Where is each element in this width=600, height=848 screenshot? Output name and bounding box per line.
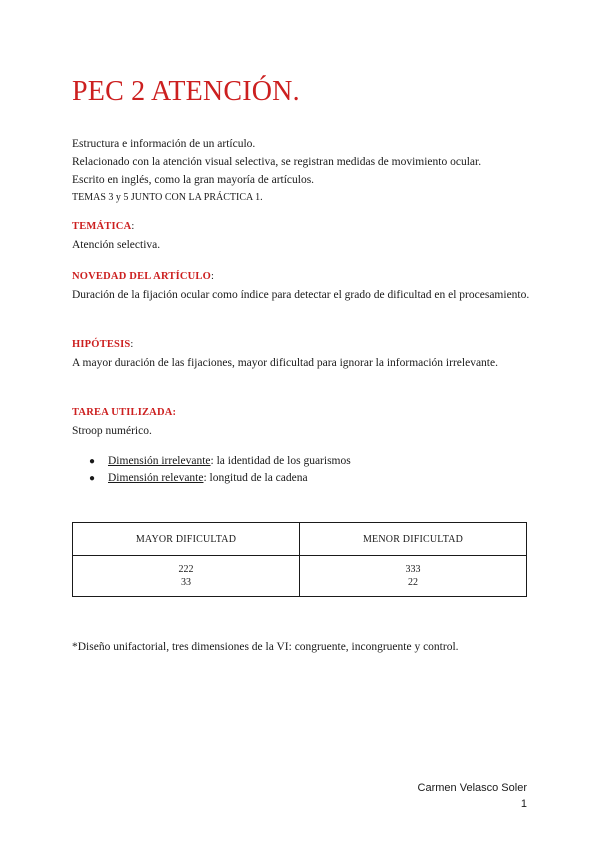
section-text: Atención selectiva. <box>72 239 161 251</box>
table-row <box>73 556 527 597</box>
section-text: Duración de la fijación ocular como índice para detectar el grado de dificultad en el procesamiento. <box>72 289 530 301</box>
heading-colon: : <box>131 221 135 232</box>
page-title: PEC 2 ATENCIÓN. <box>72 76 300 107</box>
table-header: MAYOR DIFICULTAD <box>73 523 300 556</box>
list-item <box>72 453 351 470</box>
cell-value: 33 <box>181 577 191 588</box>
intro-line: Estructura e información de un artículo. <box>72 138 256 150</box>
bullet-icon: ● <box>89 473 96 484</box>
table-header: MENOR DIFICULTAD <box>300 523 527 556</box>
intro-block <box>72 135 481 207</box>
section-heading: NOVEDAD DEL ARTÍCULO <box>72 271 211 282</box>
list-item <box>72 470 351 487</box>
section-tarea <box>72 403 532 440</box>
heading-colon: : <box>211 271 215 282</box>
dimension-text: : longitud de la cadena <box>203 472 308 484</box>
section-hipotesis <box>72 335 532 372</box>
cell-value: 333 <box>405 564 421 575</box>
dimension-text: : la identidad de los guarismos <box>210 455 351 467</box>
section-heading: TAREA UTILIZADA: <box>72 407 177 418</box>
dimension-label: Dimensión relevante <box>108 472 204 484</box>
section-heading: HIPÓTESIS <box>72 339 131 350</box>
dimension-list <box>72 453 351 487</box>
intro-line: TEMAS 3 y 5 JUNTO CON LA PRÁCTICA 1. <box>72 192 263 203</box>
design-note: *Diseño unifactorial, tres dimensiones de la VI: congruente, incongruente y control. <box>72 641 459 653</box>
author-name: Carmen Velasco Soler <box>417 782 527 794</box>
section-tematica <box>72 217 532 254</box>
bullet-icon: ● <box>89 456 96 467</box>
cell-value: 222 <box>178 564 194 575</box>
section-text: Stroop numérico. <box>72 425 152 437</box>
section-novedad <box>72 267 532 304</box>
cell-value: 22 <box>408 577 418 588</box>
table-cell <box>73 556 300 597</box>
dimension-label: Dimensión irrelevante <box>108 455 211 467</box>
intro-line: Relacionado con la atención visual selectiva, se registran medidas de movimiento ocular. <box>72 156 482 168</box>
table-cell <box>300 556 527 597</box>
difficulty-table <box>72 522 527 597</box>
table-header-row <box>73 523 527 556</box>
page-number: 1 <box>520 798 527 810</box>
section-text: A mayor duración de las fijaciones, mayor dificultad para ignorar la información irrelevante. <box>72 357 498 369</box>
section-heading: TEMÁTICA <box>72 221 132 232</box>
intro-line: Escrito en inglés, como la gran mayoría de artículos. <box>72 174 315 186</box>
heading-colon: : <box>130 339 134 350</box>
